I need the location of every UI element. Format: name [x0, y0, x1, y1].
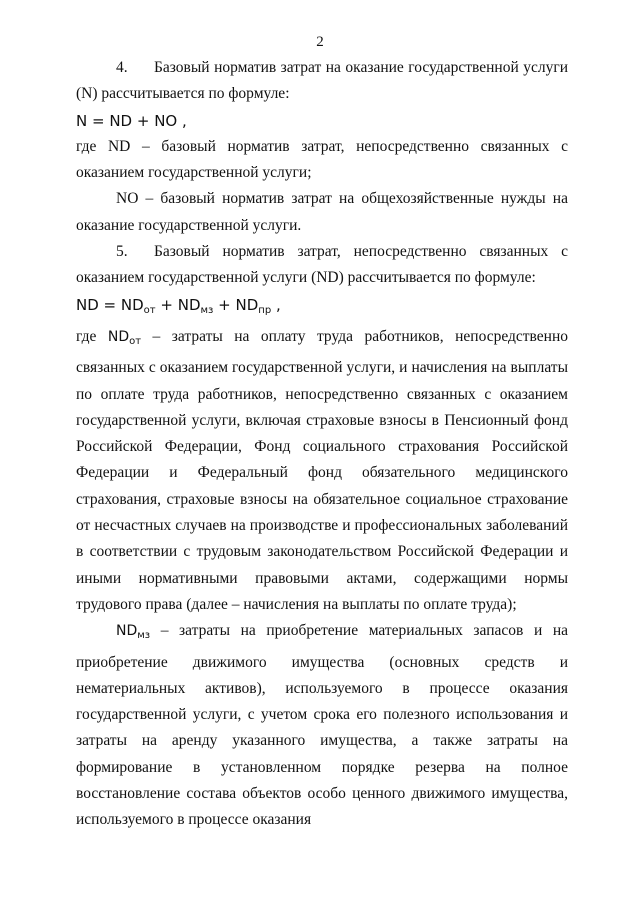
definition-nd-ot: [76, 324, 568, 618]
formula-lhs: ND =: [76, 295, 121, 314]
term-symbol: ND: [116, 623, 138, 640]
formula-term: ND: [177, 295, 201, 314]
formula-operator: +: [155, 295, 178, 314]
formula-tail: ,: [271, 295, 281, 314]
formula-operator: +: [213, 295, 236, 314]
definition-prefix: где: [76, 327, 108, 345]
definition-term: [108, 329, 141, 345]
term-subscript: мз: [137, 630, 151, 642]
paragraph-text: Базовый норматив затрат, непосредственно связанных с оказанием государственной услуги (ND) рассчитывается по формуле:: [76, 243, 568, 287]
document-body: [76, 55, 568, 834]
term-subscript: от: [129, 335, 142, 347]
formula-term: ND: [120, 295, 144, 314]
formula-nd: [76, 292, 568, 324]
definition-no: NO – базовый норматив затрат на общехозяйственные нужды на оказание государственной услуги.: [76, 190, 568, 234]
paragraph-text: Базовый норматив затрат на оказание государственной услуги (N) рассчитывается по формуле:: [76, 59, 568, 103]
formula-subscript: от: [143, 304, 156, 316]
term-symbol: ND: [107, 328, 130, 345]
paragraph-4: [76, 55, 568, 108]
paragraph-number: 4.: [116, 59, 128, 76]
formula-subscript: пр: [258, 304, 272, 316]
definition-nd-mz: [76, 618, 568, 833]
formula-term: ND: [235, 295, 259, 314]
paragraph-5: [76, 239, 568, 292]
definition-text: – затраты на оплату труда работников, непосредственно связанных с оказанием государственной услуги, и начисления на выплаты по оплате труда работников, непосредственно связанных с оказанием государственной услуги, включая страховые взносы в Пенсионный фонд Российской Федерации, Фонд социального страхования Российской Федерации и Федеральный фонд обязательного медицинского страхования, страховые взносы на обязательное социальное страхование от несчастных случаев на производстве и профессиональных заболеваний в соответствии с трудовым законодательством Российской Федерации и иными нормативными правовыми актами, содержащими нормы трудового права (далее – начисления на выплаты по оплате труда);: [76, 327, 568, 613]
paragraph-number: 5.: [116, 243, 128, 261]
formula-n: N = ND + NO ,: [76, 111, 187, 130]
definition-nd: где ND – базовый норматив затрат, непосредственно связанных с оказанием государственной услуги;: [76, 137, 568, 182]
formula-subscript: мз: [200, 304, 214, 316]
definition-text: – затраты на приобретение материальных запасов и на приобретение движимого имущества (основных средств и нематериальных активов), используемого в процессе оказания государственной услуги, с учетом срока его полезного использования и затраты на аренду указанного имущества, а также затраты на формирование в установленном порядке резерва на полное восстановление состава объектов особо ценного движимого имущества, используемого в процессе оказания: [76, 622, 568, 829]
definition-term: [116, 623, 151, 642]
page-number: 2: [316, 34, 324, 50]
